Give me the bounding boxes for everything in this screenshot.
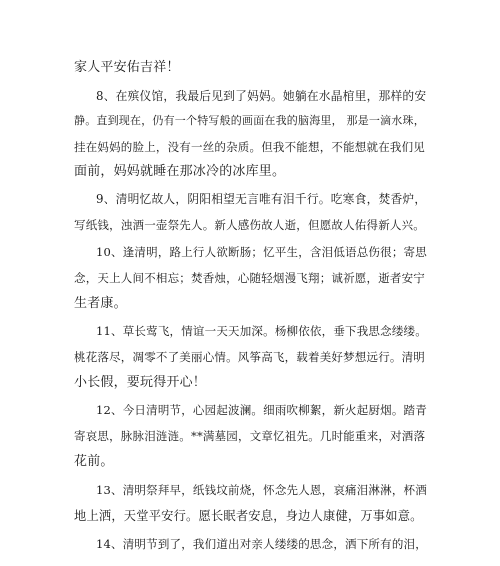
text-line: 地上洒，天堂平安行。愿长眠者安息，身边人康健，万事如意。 bbox=[74, 509, 423, 523]
text-line: 静。直到现在，仍有一个特写般的画面在我的脑海里， 那是一滴水珠， bbox=[74, 114, 425, 127]
text-line: 挂在妈妈的脸上，没有一丝的杂质。但我不能想，不能想就在我们见 bbox=[74, 140, 425, 154]
text-line: 11、草长莺飞，情谊一天天加深。杨柳依依，垂下我思念缕缕。 bbox=[96, 324, 427, 338]
text-line: 念，天上人间不相忘；焚香烛，心随轻烟漫飞翔；诚祈愿，逝者安宁 bbox=[74, 271, 425, 285]
text-line: 12、今日清明节，心园起波澜。细雨吹柳絮，新火起厨烟。踏青 bbox=[96, 403, 427, 417]
text-line: 写纸钱，浊酒一壶祭先人。新人感伤故人逝，但愿故人佑得新人兴。 bbox=[74, 218, 425, 232]
text-line: 桃花落尽，凋零不了美丽心情。风筝高飞，载着美好梦想远行。清明 bbox=[74, 350, 425, 364]
text-line: 10、逢清明，路上行人欲断肠；忆平生，含泪低语总伤很；寄思 bbox=[96, 245, 427, 259]
text-line: 14、清明节到了，我们道出对亲人缕缕的思念，洒下所有的泪， bbox=[96, 537, 427, 551]
text-line: 寄哀思，脉脉泪涟涟。**满墓园，文章忆祖先。几时能重来，对酒落 bbox=[74, 429, 426, 443]
text-line: 小长假，要玩得开心！ bbox=[74, 375, 207, 390]
text-line: 9、清明忆故人，阴阳相望无言唯有泪千行。吃寒食，焚香炉， bbox=[96, 192, 427, 206]
text-line: 家人平安佑吉祥！ bbox=[74, 60, 180, 75]
text-line: 面前，妈妈就睡在那冰冷的冰库里。 bbox=[74, 164, 286, 179]
text-line: 13、清明祭拜早，纸钱坟前烧，怀念先人恩，哀痛泪淋淋，杯酒 bbox=[96, 483, 427, 497]
text-line: 花前。 bbox=[74, 454, 114, 469]
text-line: 生者康。 bbox=[74, 296, 127, 311]
text-line: 8、在殡仪馆，我最后见到了妈妈。她躺在水晶棺里，那样的安 bbox=[96, 89, 427, 103]
